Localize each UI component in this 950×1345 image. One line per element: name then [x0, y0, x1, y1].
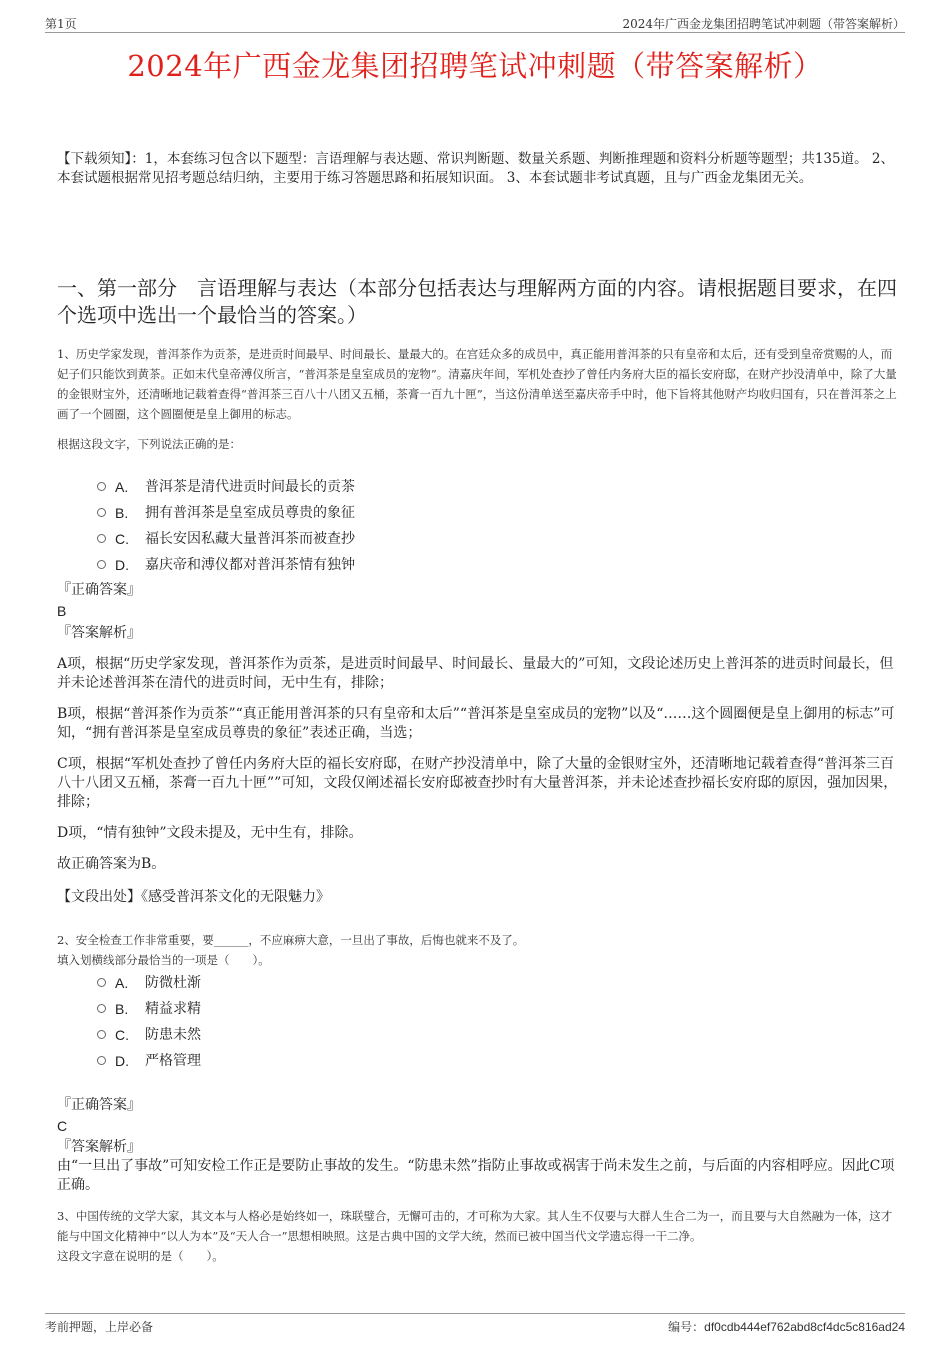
footer-code-block	[668, 1318, 905, 1335]
option-c[interactable]	[97, 526, 597, 552]
download-notice: 【下载须知】：1，本套练习包含以下题型：言语理解与表达题、常识判断题、数量关系题、判断推理题和资料分析题等题型；共135道。 2、本套试题根据常见招考题总结归纳，主要用于练习答题思路和拓展知识面。 3、本套试题非考试真题，且与广西金龙集团无关。	[57, 151, 894, 186]
option-letter: D.	[115, 1053, 129, 1069]
analysis-paragraph: B项，根据“普洱茶作为贡茶”“真正能用普洱茶的只有皇帝和太后”“普洱茶是皇室成员的宠物”以及“……这个圆圈便是皇上御用的标志”可知，“拥有普洱茶是皇室成员尊贵的象征”表述正确，当选；	[57, 706, 895, 741]
options-list	[97, 474, 597, 578]
analysis-paragraph: D项，“情有独钟”文段未提及，无中生有，排除。	[57, 825, 363, 841]
option-d[interactable]	[97, 1048, 597, 1074]
answer-block-1	[57, 581, 899, 907]
radio-icon[interactable]	[97, 1030, 106, 1039]
question-2	[57, 930, 899, 970]
answer-block-2	[57, 1096, 899, 1195]
radio-icon[interactable]	[97, 560, 106, 569]
options-list	[97, 970, 597, 1074]
option-letter: A.	[115, 479, 129, 495]
option-letter: C.	[115, 1027, 129, 1043]
radio-icon[interactable]	[97, 534, 106, 543]
option-b[interactable]	[97, 996, 597, 1022]
header-doc-name: 2024年广西金龙集团招聘笔试冲刺题（带答案解析）	[622, 17, 905, 31]
option-d[interactable]	[97, 552, 597, 578]
question-prompt: 这段文字意在说明的是（ ）。	[57, 1249, 224, 1263]
option-text: 严格管理	[145, 1053, 201, 1069]
page-header	[45, 12, 905, 33]
passage-source: 【文段出处】《感受普洱茶文化的无限魅力》	[57, 889, 330, 905]
analysis-conclusion: 故正确答案为B。	[57, 856, 166, 872]
question-prompt: 填入划横线部分最恰当的一项是（ ）。	[57, 953, 270, 967]
option-text: 拥有普洱茶是皇室成员尊贵的象征	[145, 505, 355, 521]
option-letter: D.	[115, 557, 129, 573]
correct-answer-label: 『正确答案』	[57, 1097, 141, 1113]
document-code: df0cdb444ef762abd8cf4dc5c816ad24	[704, 1320, 905, 1334]
radio-icon[interactable]	[97, 1056, 106, 1065]
question-prompt: 根据这段文字，下列说法正确的是：	[57, 437, 241, 451]
correct-answer-label: 『正确答案』	[57, 582, 141, 598]
section-heading: 一、第一部分 言语理解与表达（本部分包括表达与理解两方面的内容。请根据题目要求，在四个选项中选出一个最恰当的答案。）	[57, 276, 897, 327]
analysis-paragraph: 由“一旦出了事故”可知安检工作正是要防止事故的发生。“防患未然”指防止事故或祸害于尚未发生之前，与后面的内容相呼应。因此C项正确。	[57, 1158, 895, 1193]
question-3	[57, 1206, 899, 1266]
option-text: 普洱茶是清代进贡时间最长的贡茶	[145, 479, 355, 495]
analysis-paragraph: A项，根据“历史学家发现，普洱茶作为贡茶，是进贡时间最早、时间最长、量最大的”可知，文段论述历史上普洱茶的进贡时间最长，但并未论述普洱茶在清代的进贡时间，无中生有，排除；	[57, 656, 894, 691]
code-label: 编号：	[668, 1320, 705, 1334]
option-a[interactable]	[97, 970, 597, 996]
option-c[interactable]	[97, 1022, 597, 1048]
option-text: 精益求精	[145, 1001, 201, 1017]
radio-icon[interactable]	[97, 482, 106, 491]
analysis-label: 『答案解析』	[57, 1139, 141, 1155]
option-text: 防微杜渐	[145, 975, 201, 991]
option-letter: A.	[115, 975, 129, 991]
option-a[interactable]	[97, 474, 597, 500]
question-stem: 3、中国传统的文学大家，其文本与人格必是始终如一，珠联璧合，无懈可击的，才可称为大家。其人生不仅要与大群人生合二为一，而且要与大自然融为一体，这才能与中国文化精神中“以人为本”及“天人合一”思想相映照。这是古典中国的文学大统，然而已被中国当代文学遗忘得一干二净。	[57, 1209, 893, 1243]
option-text: 福长安因私藏大量普洱茶而被查抄	[145, 531, 355, 547]
question-1	[57, 344, 899, 454]
radio-icon[interactable]	[97, 508, 106, 517]
radio-icon[interactable]	[97, 978, 106, 987]
question-stem: 2、安全检查工作非常重要，要______，不应麻痹大意，一旦出了事故，后悔也就来不及了。	[57, 933, 525, 947]
option-letter: C.	[115, 531, 129, 547]
footer-slogan: 考前押题，上岸必备	[45, 1320, 154, 1334]
analysis-label: 『答案解析』	[57, 625, 141, 641]
option-letter: B.	[115, 505, 129, 521]
option-text: 防患未然	[145, 1027, 201, 1043]
radio-icon[interactable]	[97, 1004, 106, 1013]
option-b[interactable]	[97, 500, 597, 526]
document-title: 2024年广西金龙集团招聘笔试冲刺题（带答案解析）	[127, 49, 823, 83]
correct-answer: B	[57, 603, 67, 619]
option-letter: B.	[115, 1001, 129, 1017]
page-number: 第1页	[45, 17, 77, 31]
option-text: 嘉庆帝和溥仪都对普洱茶情有独钟	[145, 557, 355, 573]
analysis-paragraph: C项，根据“军机处查抄了曾任内务府大臣的福长安府邸，在财产抄没清单中，除了大量的金银财宝外，还清晰地记载着查得“普洱茶三百八十八团又五桶，茶膏一百九十匣””可知，文段仅阐述福长安府邸被查抄时有大量普洱茶，并未论述查抄福长安府邸的原因，强加因果，排除；	[57, 756, 898, 810]
page-footer	[45, 1313, 905, 1334]
correct-answer: C	[57, 1118, 68, 1134]
question-stem: 1、历史学家发现，普洱茶作为贡茶，是进贡时间最早、时间最长、量最大的。在宫廷众多的成员中，真正能用普洱茶的只有皇帝和太后，还有受到皇帝赏赐的人，而妃子们只能饮到黄茶。正如末代皇帝溥仪所言，“普洱茶是皇室成员的宠物”。清嘉庆年间，军机处查抄了曾任内务府大臣的福长安府邸，在财产抄没清单中，除了大量的金银财宝外，还清晰地记载着查得“普洱茶三百八十八团又五桶，茶膏一百九十匣”，当这份清单送至嘉庆帝手中时，他下旨将其他财产均收归国有，只在普洱茶之上画了一个圆圈，这个圆圈便是皇上御用的标志。	[57, 347, 897, 421]
